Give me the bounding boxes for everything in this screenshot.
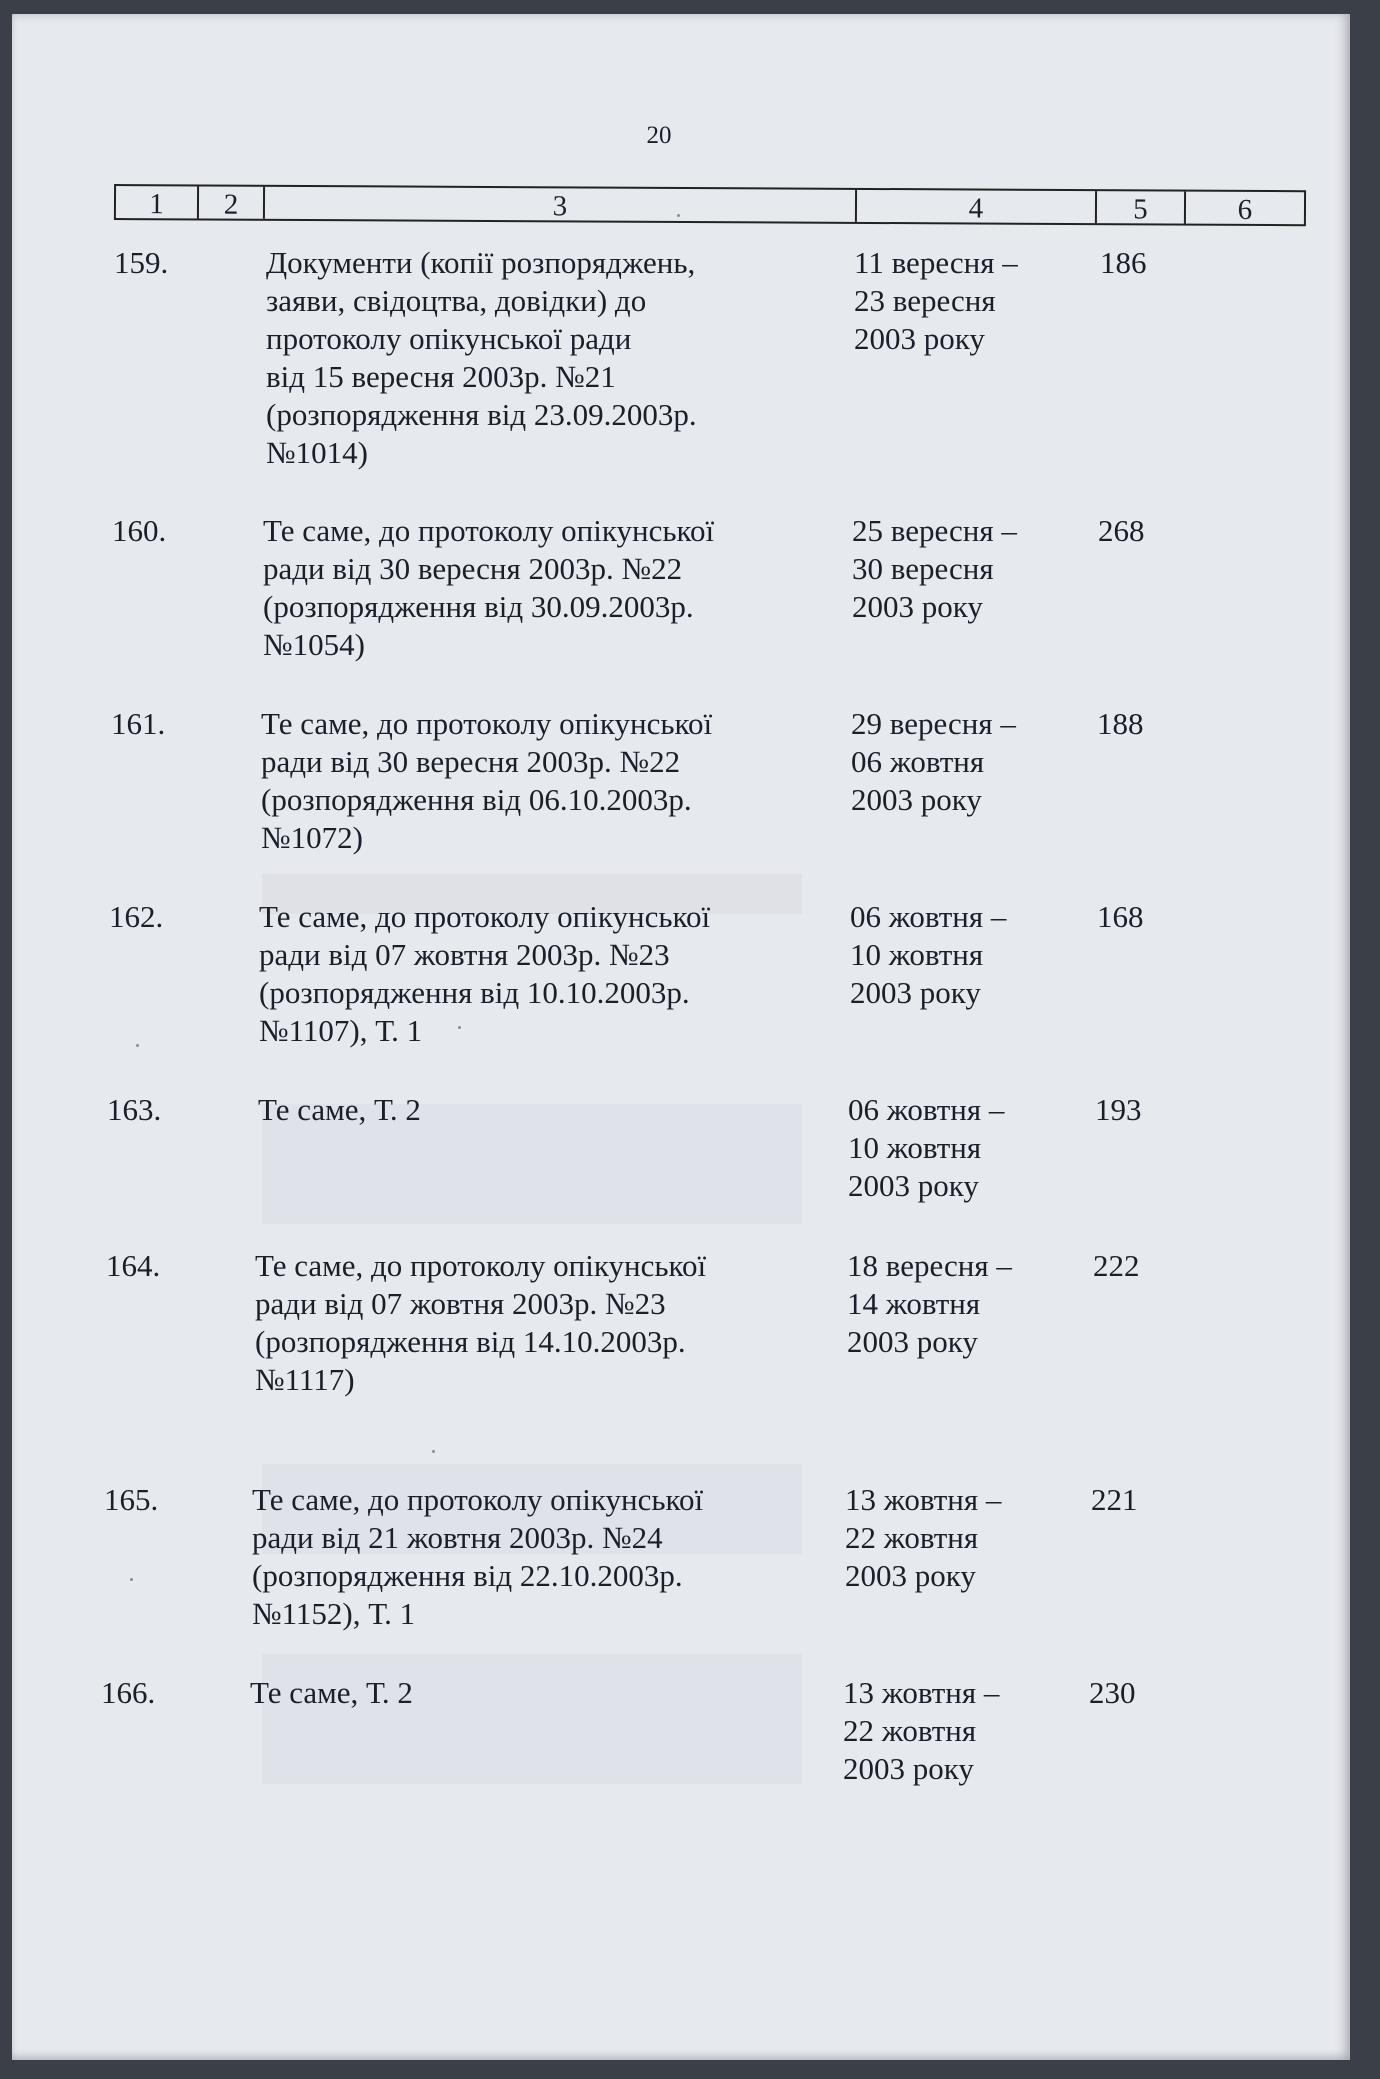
entry-page-count: 230 bbox=[1089, 1675, 1136, 1710]
scan-speck bbox=[677, 214, 680, 217]
entry-description: Те саме, Т. 2 bbox=[250, 1675, 413, 1710]
column-header-3: 3 bbox=[265, 187, 857, 222]
page-number: 20 bbox=[646, 122, 672, 149]
entry-page-count: 222 bbox=[1093, 1248, 1140, 1283]
entry-number: 159. bbox=[114, 245, 169, 280]
entry-page-count: 221 bbox=[1091, 1482, 1138, 1517]
entry-description: Те саме, Т. 2 bbox=[258, 1092, 421, 1127]
entry-number: 160. bbox=[112, 513, 167, 548]
entry-dates: 18 вересня – 14 жовтня 2003 року bbox=[847, 1248, 1012, 1359]
entry-page-count: 168 bbox=[1097, 899, 1144, 934]
entry-page-count: 188 bbox=[1097, 706, 1144, 741]
entry-page-count: 268 bbox=[1098, 513, 1145, 548]
entry-number: 163. bbox=[107, 1092, 162, 1127]
entry-description: Те саме, до протоколу опікунської ради від 30 вересня 2003р. №22 (розпорядження від 30.09.2003р. №1054) bbox=[263, 513, 715, 662]
entry-description: Те саме, до протоколу опікунської ради від 07 жовтня 2003р. №23 (розпорядження від 10.10.2003р. №1107), Т. 1 bbox=[259, 899, 711, 1048]
entry-dates: 11 вересня – 23 вересня 2003 року bbox=[854, 245, 1018, 356]
scan-speck bbox=[432, 1450, 435, 1453]
entry-page-count: 193 bbox=[1095, 1092, 1142, 1127]
column-header-6: 6 bbox=[1237, 193, 1253, 226]
entry-number: 161. bbox=[111, 706, 166, 741]
column-header-1: 1 bbox=[116, 186, 199, 218]
entry-description: Те саме, до протоколу опікунської ради від 07 жовтня 2003р. №23 (розпорядження від 14.10.2003р. №1117) bbox=[255, 1248, 707, 1397]
entry-number: 166. bbox=[101, 1675, 156, 1710]
entry-description: Те саме, до протоколу опікунської ради від 30 вересня 2003р. №22 (розпорядження від 06.10.2003р. №1072) bbox=[261, 706, 713, 855]
column-header-4: 4 bbox=[857, 190, 1097, 223]
scan-speck bbox=[130, 1578, 133, 1581]
entry-dates: 13 жовтня – 22 жовтня 2003 року bbox=[843, 1675, 1000, 1786]
scan-speck bbox=[136, 1044, 139, 1047]
column-header-2: 2 bbox=[199, 186, 265, 218]
entry-dates: 29 вересня – 06 жовтня 2003 року bbox=[851, 706, 1016, 817]
entry-dates: 25 вересня – 30 вересня 2003 року bbox=[852, 513, 1017, 624]
entry-dates: 13 жовтня – 22 жовтня 2003 року bbox=[845, 1482, 1002, 1593]
entry-dates: 06 жовтня – 10 жовтня 2003 року bbox=[848, 1092, 1005, 1203]
column-header-row bbox=[114, 184, 1306, 226]
entry-description: Те саме, до протоколу опікунської ради від 21 жовтня 2003р. №24 (розпорядження від 22.10.2003р. №1152), Т. 1 bbox=[252, 1482, 704, 1631]
entry-description: Документи (копії розпоряджень, заяви, свідоцтва, довідки) до протоколу опікунської ради від 15 вересня 2003р. №21 (розпорядження від 23.09.2003р. №1014) bbox=[266, 245, 697, 470]
entry-page-count: 186 bbox=[1100, 245, 1147, 280]
entry-number: 162. bbox=[109, 899, 164, 934]
entry-dates: 06 жовтня – 10 жовтня 2003 року bbox=[850, 899, 1007, 1010]
entry-number: 164. bbox=[106, 1248, 161, 1283]
entry-number: 165. bbox=[104, 1482, 159, 1517]
scan-speck bbox=[458, 1026, 461, 1029]
column-header-5: 5 bbox=[1097, 191, 1186, 223]
document-page bbox=[12, 14, 1350, 2060]
